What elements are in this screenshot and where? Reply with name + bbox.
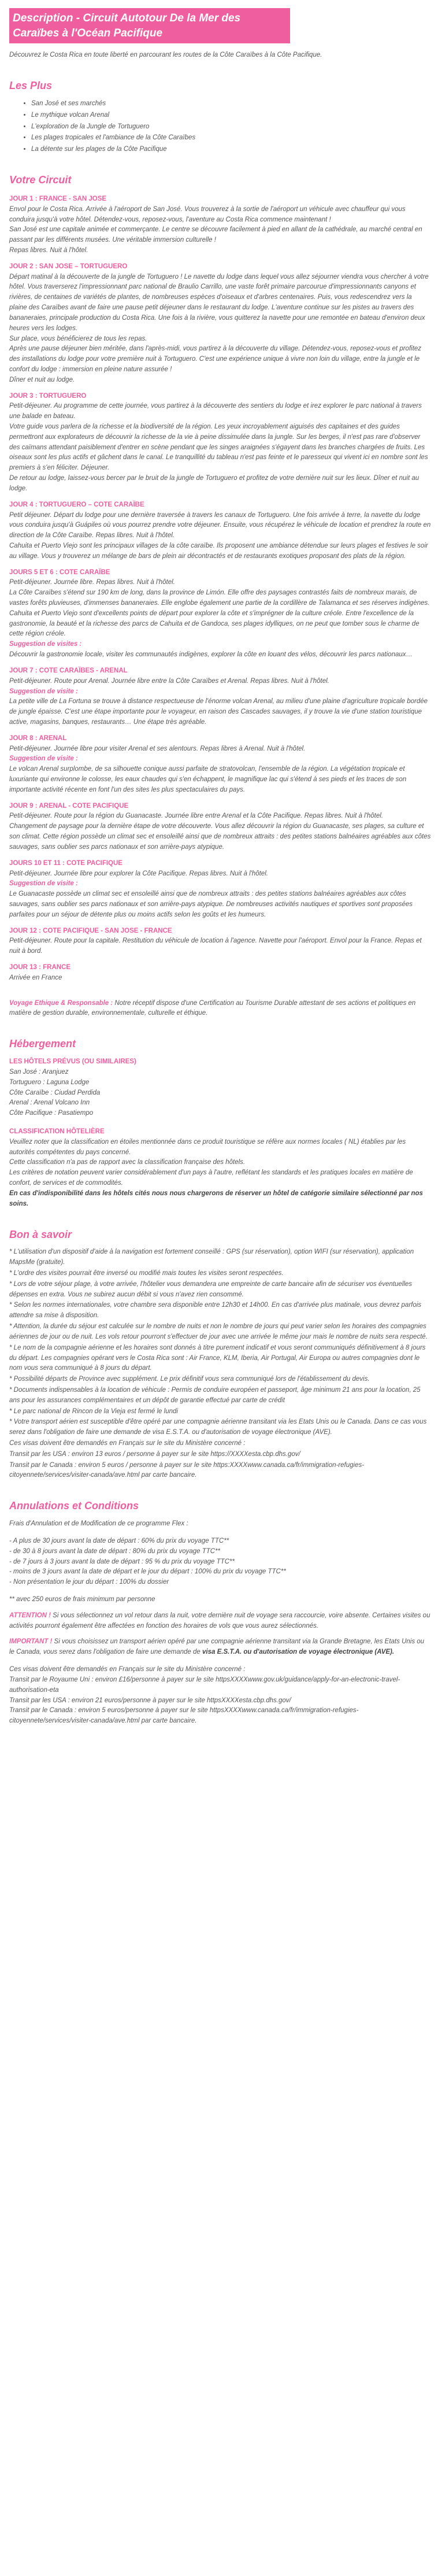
day-paragraph: Envol pour le Costa Rica. Arrivée à l'aéroport de San José. Vous trouverez à la sortie de l'aéroport un véhicule avec chauffeur qui vous conduira jusqu'à votre hôtel. Détendez-vous, reposez-vous, l'aventure au Costa Rica commence maintenant ! xyxy=(9,205,406,223)
page-title: Description - Circuit Autotour De la Mer des Caraïbes à l'Océan Pacifique xyxy=(9,8,290,43)
day-paragraph: Petit-déjeuner. Route pour Arenal. Journée libre entre la Côte Caraïbes et Arenal. Repas libres. Nuit à l'hôtel. xyxy=(9,677,329,685)
suggestion-label: Suggestion de visite : xyxy=(9,688,78,695)
classification-text: Veuillez noter que la classification en étoiles mentionnée dans ce produit touristique se réfère aux normes locales ( NL) établies par les autorités compétentes du pays concerné. xyxy=(9,1138,406,1156)
info-line: * L'utilisation d'un dispositif d'aide à la navigation est fortement conseillé : GPS (sur réservation), option WIFI (sur réservation), application MapsMe (gratuite). xyxy=(9,1248,414,1266)
day-paragraph: Changement de paysage pour la dernière étape de votre découverte. Vous allez découvrir la région du Guanacaste, ses plages, sa culture et son climat. Cette région possède un climat sec et ensoleillé ainsi que de nombreux attraits : des petites stations balnéaires agréables aux côtes sauvages, sans oublier ses parcs nationaux et son arrière-pays atypique. xyxy=(9,823,431,851)
hebergement-heading: Hébergement xyxy=(9,1038,76,1050)
day-paragraph: Le volcan Arenal surplombe, de sa silhouette conique aussi parfaite de stratovolcan, l'ensemble de la région. La végétation tropicale et luxuriante qui environne le colosse, les eaux chaudes qui s'en échappent, le magnifique lac qui s'étend à ses pieds et les traces de son importante activité récente en font l'un des sites les plus spectaculaires du pays. xyxy=(9,766,407,793)
visa-requirement: visa E.S.T.A. ou d'autorisation de voyage électronique (AVE). xyxy=(202,1649,395,1656)
hotels-heading: LES HÔTELS PRÉVUS (OU SIMILAIRES) xyxy=(9,1058,136,1066)
hotel-line: Côte Caraïbe : Ciudad Perdida xyxy=(9,1089,101,1096)
attention-label: ATTENTION ! xyxy=(9,1612,51,1619)
day-title: JOUR 3 : TORTUGUERO xyxy=(9,392,87,400)
intro-text: Découvrez le Costa Rica en toute liberté en parcourant les routes de la Côte Caraïbes à la Côte Pacifique. xyxy=(9,51,322,59)
plus-list xyxy=(9,99,431,155)
day-paragraph: Petit-déjeuner. Route pour la capitale. Restitution du véhicule de location à l'agence. Navette pour l'aéroport. Envol pour la France. Repas et nuit à bord. xyxy=(9,937,422,955)
info-line: * Possibilité départs de Province avec supplément. Le prix définitif vous sera communiqué lors de l'établissement du devis. xyxy=(9,1376,370,1383)
list-item: • San José et ses marchés xyxy=(31,99,431,109)
day-paragraph: La Côte Caraïbes s'étend sur 190 km de long, dans la province de Limón. Elle offre des paysages contrastés faits de nombreux marais, de vastes forêts pluvieuses, d'immenses bananeraies. Elle englobe également une partie de la cordillère de Talamanca et ses réserves indigènes. xyxy=(9,589,430,607)
annulation-intro: Frais d'Annulation et de Modification de ce programme Flex : xyxy=(9,1520,188,1528)
day-title: JOUR 1 : FRANCE - SAN JOSE xyxy=(9,195,107,202)
day-title: JOUR 9 : ARENAL - COTE PACIFIQUE xyxy=(9,802,129,810)
suggestion-label: Suggestion de visite : xyxy=(9,755,78,763)
day-paragraph: Cahuita et Puerto Viejo sont les principaux villages de la côte caraïbe. Ils proposent une ambiance détendue sur leurs plages et festives le soir au village. Vous y trouverez un mélange de bars de plein air décontractés et de restaurants exotiques proposant des plats de la région. xyxy=(9,542,428,560)
day-paragraph: La petite ville de La Fortuna se trouve à distance respectueuse de l'énorme volcan Arenal, au milieu d'une plaine d'agriculture tropicale bordée de jungle épaisse. C'est une étape importante pour le voyageur, en raison des Cascades sauvages, il y trouve la vie d'une station touristique active, magasins, banques, restaurants… Une étape très agréable. xyxy=(9,698,428,726)
circuit-days xyxy=(9,194,431,984)
suggestion-label: Suggestion de visite : xyxy=(9,880,78,888)
info-line: * Selon les normes internationales, votre chambre sera disponible entre 12h30 et 14h00. En cas d'arrivée plus matinale, vous devrez parfois attendre sa mise à disposition. xyxy=(9,1302,422,1320)
info-line: Ces visas doivent être demandés en Français sur le site du Ministère concerné : xyxy=(9,1440,246,1447)
info-line: * Lors de votre séjour plage, à votre arrivée, l'hôtelier vous demandera une empreinte de carte bancaire afin de sécuriser vos éventuelles dépenses en extra. Vous ne subirez aucun débit si vous n'avez rien consommé. xyxy=(9,1280,413,1298)
day-title: JOUR 12 : COTE PACIFIQUE - SAN JOSE - FRANCE xyxy=(9,927,172,934)
day-title: JOUR 7 : COTE CARAÏBES - ARENAL xyxy=(9,667,128,674)
annulation-tier: - de 7 jours à 3 jours avant la date de départ : 95 % du prix du voyage TTC** xyxy=(9,1558,235,1565)
hotel-line: San José : Aranjuez xyxy=(9,1068,69,1076)
plus-heading: Les Plus xyxy=(9,80,53,92)
day-paragraph: Petit-déjeuner. Au programme de cette journée, vous partirez à la découverte des sentiers du lodge et irez explorer le parc national à travers une balade en bateau. xyxy=(9,402,422,420)
visa-line: Transit par le Canada : environ 5 euros/personne à payer sur le site httpsXXXXwww.canada.ca/fr/immigration-refugies-citoyennete/services/visiter-canada/ave.html par carte bancaire. xyxy=(9,1707,359,1725)
day-paragraph: San José est une capitale animée et commerçante. Le centre se découvre facilement à pied en allant de la cathédrale, au marché central en passant par les différents musées. Une véritable immersion culturelle ! xyxy=(9,226,422,244)
day-paragraph: Petit déjeuner. Départ du lodge pour une dernière traversée à travers les canaux de Tortuguero. Une fois arrivée à terre, la navette du lodge vous conduira jusqu'à Guápiles où vous pourrez prendre votre déjeuner. Ensuite, vous récupérez le véhicule de location et prendrez la route en direction de la Côte Caraïbe. Repas libres. Nuit à l'hôtel. xyxy=(9,511,431,539)
day-paragraph: Petit-déjeuner. Journée libre pour explorer la Côte Pacifique. Repas libres. Nuit à l'hôtel. xyxy=(9,870,268,877)
eco-note xyxy=(9,999,431,1019)
annulation-footnote: ** avec 250 euros de frais minimum par personne xyxy=(9,1596,155,1603)
day-paragraph: Petit-déjeuner. Journée libre pour visiter Arenal et ses alentours. Repas libres à Arenal. Nuit à l'hôtel. xyxy=(9,745,306,752)
info-line: * Documents indispensables à la location de véhicule : Permis de conduire européen et passeport, âge minimum 21 ans pour la location, 25 ans pour les assurances complémentaires et un dépôt de garantie effectué par carte de crédit xyxy=(9,1386,421,1404)
info-line: * L'ordre des visites pourrait être inversé ou modifié mais toutes les visites seront respectées. xyxy=(9,1270,284,1277)
classification-text: Les critères de notation peuvent varier considérablement d'un pays à l'autre, reflétant les standards et les pratiques locales en matière de confort, de services et de commodités. xyxy=(9,1169,413,1187)
important-text: Si vous choisissez un transport aérien opéré par une compagnie aérienne transitant via la Grande Bretagne, les Etats Unis ou le Canada, vous serez dans l'obligation de faire une demande de xyxy=(9,1638,425,1656)
attention-note xyxy=(9,1611,431,1632)
important-label: IMPORTANT ! xyxy=(9,1638,53,1646)
eco-label: Voyage Ethique & Responsable : xyxy=(9,999,113,1007)
day-paragraph: Cahuita et Puerto Viejo sont d'excellents points de départ pour explorer la côte et s'imprégner de la culture créole. Entre l'excellence de la gastronomie, la beauté et la richesse des parcs de Cahuita et de Gandoca, ses plages idylliques, on ne peut que tomber sous le charme de cette région créole. xyxy=(9,609,420,638)
annulation-tier: - Non présentation le jour du départ : 100% du dossier xyxy=(9,1579,169,1586)
day-paragraph: Petit-déjeuner. Route pour la région du Guanacaste. Journée libre entre Arenal et la Côte Pacifique. Repas libres. Nuit à l'hôtel. xyxy=(9,812,383,820)
suggestion-label: Suggestion de visites : xyxy=(9,641,82,648)
day-paragraph: Après une pause déjeuner bien méritée, dans l'après-midi, vous partirez à la découverte du village. Détendez-vous, reposez-vous et profitez des installations du lodge pour votre première nuit à Tortuguero. C'est une expérience unique à vivre non loin du village, entre la jungle et le confort du lodge : immersion en pleine nature assurée ! xyxy=(9,345,422,373)
day-title: JOURS 5 ET 6 : COTE CARAÏBE xyxy=(9,568,110,576)
info-line: Transit par les USA : environ 13 euros / personne à payer sur le site https://XXXXesta.cbp.dhs.gov/ xyxy=(9,1450,300,1458)
day-paragraph: Départ matinal à la découverte de la jungle de Tortuguero ! Le navette du lodge dans lequel vous allez séjourner viendra vous chercher à votre hôtel. Vous traverserez l'impressionnant parc national de Braulio Carrillo, une vaste forêt primaire parcourue d'impressionnants canyons et rivières, de centaines de variétés de plantes, de nombreuses espèces d'oiseaux et d'arbres centenaires. Puis, vous redescendrez vers la plaine des Caraïbes avant de faire une pause petit déjeuner dans le restaurant du lodge. L'aventure continue sur les pistes au travers des bananeraies, principale production du Costa Rica. Une fois à la rivière, vous quitterez la navette pour une remontée en bateau d'environ deux heures vers les lodges. xyxy=(9,273,429,332)
list-item: • L'exploration de la Jungle de Tortuguero xyxy=(31,122,431,132)
info-line: * Le nom de la compagnie aérienne et les horaires sont donnés à titre purement indicatif et vous seront communiqués définitivement à 8 jours du départ. Les compagnies opérant vers le Costa Rica sont : Air France, KLM, Iberia, Air Portugal, Air Europa ou autres compagnies dont le nom vous sera communiqué à 8 jours du départ. xyxy=(9,1344,426,1372)
list-item: • Les plages tropicales et l'ambiance de la Côte Caraïbes xyxy=(31,133,431,143)
day-title: JOUR 13 : FRANCE xyxy=(9,964,71,971)
annulation-tier: - de 30 à 8 jours avant la date de départ : 80% du prix du voyage TTC** xyxy=(9,1547,221,1555)
day-title: JOUR 4 : TORTUGUERO – COTE CARAÏBE xyxy=(9,501,144,508)
day-title: JOUR 2 : SAN JOSE – TORTUGUERO xyxy=(9,263,128,270)
bon-a-savoir-list xyxy=(9,1247,431,1481)
info-line: * Le parc national de Rincon de la Vieja est fermé le lundi xyxy=(9,1407,178,1415)
day-paragraph: Découvrir la gastronomie locale, visiter les communautés indigènes, explorer la côte en louant des vélos, découvrir les parcs nationaux… xyxy=(9,651,413,659)
classification-heading: CLASSIFICATION HÔTELIÈRE xyxy=(9,1128,105,1136)
day-paragraph: Repas libres. Nuit à l'hôtel. xyxy=(9,247,88,254)
annulation-tier: - A plus de 30 jours avant la date de départ : 60% du prix du voyage TTC** xyxy=(9,1537,229,1544)
day-title: JOURS 10 ET 11 : COTE PACIFIQUE xyxy=(9,859,123,867)
day-paragraph: Le Guanacaste possède un climat sec et ensoleillé ainsi que de nombreux attraits : des petites stations balnéaires agréables aux côtes sauvages, sans oublier ses parcs nationaux et son arrière-pays atypique. De nombreuses activités nautiques et sportives sont proposées parfaites pour un séjour de détente plus ou moins actifs selon les goûts et les humeurs. xyxy=(9,890,413,918)
day-title: JOUR 8 : ARENAL xyxy=(9,734,67,742)
annulations-heading: Annulations et Conditions xyxy=(9,1500,139,1512)
hotel-line: Arenal : Arenal Volcano Inn xyxy=(9,1099,90,1107)
day-paragraph: Sur place, vous bénéficierez de tous les repas. xyxy=(9,335,147,342)
info-line: * Votre transport aérien est susceptible d'être opéré par une compagnie aérienne transitant via les Etats Unis ou le Canada. Dans ce cas vous serez dans l'obligation de faire une demande de visa E.S.T.A. ou d'autorisation de voyage électronique (AVE). xyxy=(9,1418,427,1436)
hotel-line: Côte Pacifique : Pasatiempo xyxy=(9,1110,94,1117)
day-paragraph: Dîner et nuit au lodge. xyxy=(9,376,75,383)
attention-text: Si vous sélectionnez un vol retour dans la nuit, votre dernière nuit de voyage sera raccourcie, voire absente. Certaines visites ou activités pourront également être affectées en fonction des horaires de vols que vous aurez sélectionnés. xyxy=(9,1612,430,1629)
annulation-tier: - moins de 3 jours avant la date de départ et le jour du départ : 100% du prix du voyage TTC** xyxy=(9,1568,286,1576)
hotel-line: Tortuguero : Laguna Lodge xyxy=(9,1078,90,1086)
visa-line: Ces visas doivent être demandés en Français sur le site du Ministère concerné : xyxy=(9,1666,246,1673)
list-item: • Le mythique volcan Arenal xyxy=(31,110,431,121)
visa-line: Transit par le Royaume Uni : environ £16/personne à payer sur le site httpsXXXXwww.gov.uk/guidance/apply-for-an-electronic-travel-authorisation-eta xyxy=(9,1676,400,1694)
info-line: Transit par le Canada : environ 5 euros / personne à payer sur le site https:XXXXwww.canada.ca/fr/immigration-refugies-citoyennete/services/visiter-canada/ave.html par carte bancaire. xyxy=(9,1461,365,1479)
day-paragraph: De retour au lodge, laissez-vous bercer par le bruit de la jungle de Tortuguero et profitez de votre dernière nuit sur les lieux. Dîner et nuit au lodge. xyxy=(9,475,420,492)
day-paragraph: Arrivée en France xyxy=(9,974,62,981)
classification-note: En cas d'indisponibilité dans les hôtels cités nous nous chargerons de réserver un hôtel de catégorie similaire sélectionné par nos soins. xyxy=(9,1189,423,1207)
day-paragraph: Petit-déjeuner. Journée libre. Repas libres. Nuit à l'hôtel. xyxy=(9,579,175,586)
important-note xyxy=(9,1637,431,1658)
classification-text: Cette classification n'a pas de rapport avec la classification française des hôtels. xyxy=(9,1159,246,1166)
bon-a-savoir-heading: Bon à savoir xyxy=(9,1228,72,1240)
list-item: • La détente sur les plages de la Côte Pacifique xyxy=(31,145,431,155)
day-paragraph: Votre guide vous parlera de la richesse et la biodiversité de la région. Les yeux incroyablement aiguisés des capitaines et des guides permettront aux explorateurs de découvrir la richesse de la vie à peine dissimulée dans la jungle. Sur les berges, il n'est pas rare d'observer des caïmans attendant paisiblement d'entrer en scène pendant que les singes araignées s'égayent dans les branches chargées de fruits. Les oiseaux sont les plus actifs et gâchent dans le canal. Le tranquillité du tableau n'est pas feinte et le paresseux qui vivent ici en nombre sont les premiers à s'en féliciter. Déjeuner. xyxy=(9,423,428,472)
eco-text: Notre réceptif dispose d'une Certification au Tourisme Durable attestant de ses actions et politiques en matière de gestion durable, environnementale, culturelle et éthique. xyxy=(9,999,416,1017)
visa-line: Transit par les USA : environ 21 euros/personne à payer sur le site httpsXXXXesta.cbp.dhs.gov/ xyxy=(9,1697,291,1704)
info-line: * Attention, la durée du séjour est calculée sur le nombre de nuits et non le nombre de jours qui peut varier selon les horaires des compagnies aériennes de jour ou de nuit. Les vols retour pourront s'effectuer de jour avec une arrivée le même jour mais le nombre de nuits sera respecté. xyxy=(9,1323,428,1340)
circuit-heading: Votre Circuit xyxy=(9,174,72,186)
